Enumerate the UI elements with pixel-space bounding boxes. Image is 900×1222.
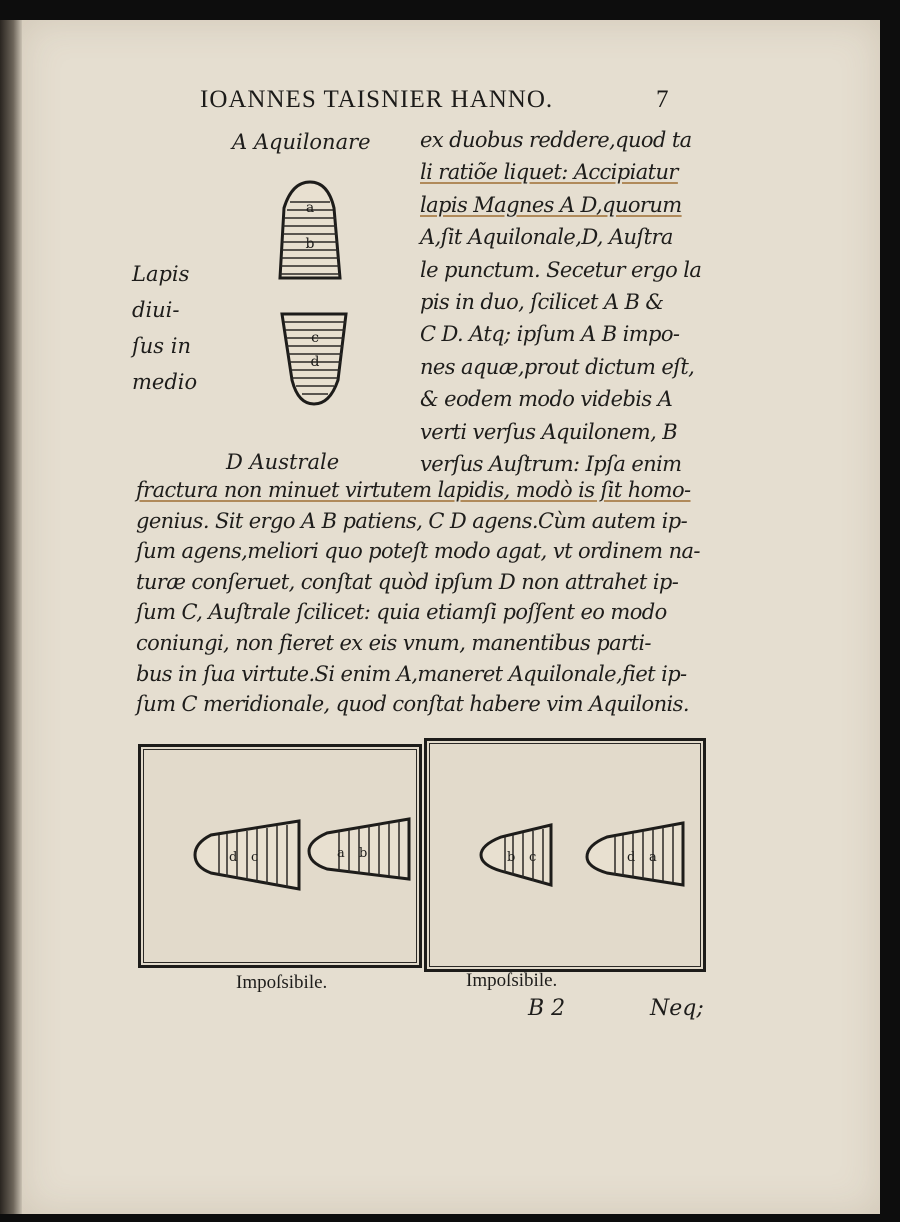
text-line: fractura non minuet virtutem lapidis, modò is ſit homo- [136, 478, 691, 502]
svg-text:d: d [310, 354, 320, 370]
book-gutter [0, 20, 22, 1214]
margin-note-line: medio [132, 370, 198, 394]
woodcut-right-stones [427, 741, 703, 969]
stone-letter: b [359, 846, 368, 861]
page-number: 7 [656, 86, 670, 113]
svg-text:b: b [305, 236, 315, 252]
margin-note-line: Lapis [132, 262, 190, 286]
text-line: li ratiõe liquet: Accipiatur [420, 160, 678, 185]
svg-text:c: c [311, 330, 319, 346]
stone-letter: c [251, 850, 259, 865]
running-header [200, 86, 700, 120]
text-line: ſum agens,meliori quo poteſt modo agat, vt ordinem na- [136, 539, 700, 564]
margin-note-line: diui- [132, 298, 180, 322]
text-line: ſum C meridionale, quod conſtat habere vim Aquilonis. [136, 692, 689, 717]
text-line: lapis Magnes A D,quorum [420, 192, 682, 217]
woodcut-left [138, 744, 422, 968]
stone-letter: c [529, 850, 537, 865]
text-line: bus in ſua virtute.Si enim A,maneret Aquilonale,fiet ip- [136, 661, 687, 686]
text-line: verti verſus Aquilonem, B [420, 419, 678, 444]
catchword: Neq; [650, 996, 704, 1021]
text-line: ſum C, Auſtrale ſcilicet: quia etiamſi poſſent eo modo [136, 600, 667, 625]
text-line: nes aquæ,prout dictum eſt, [420, 354, 695, 379]
text-line: turæ conſeruet, conſtat quòd ipſum D non attrahet ip- [136, 569, 679, 594]
text-line: & eodem modo videbis A [420, 387, 673, 412]
stone-letter: d [229, 850, 238, 865]
margin-note-line: ſus in [132, 334, 191, 358]
text-line: ex duobus reddere,quod ta [420, 128, 692, 152]
woodcut-right [424, 738, 706, 972]
text-line: genius. Sit ergo A B patiens, C D agens.Cùm autem ip- [136, 508, 688, 533]
stone-letter: d [627, 850, 636, 865]
stone-letter: a [337, 846, 345, 861]
text-line: C D. Atq; ipſum A B impo- [420, 322, 680, 347]
figure-label-aquilonare: A Aquilonare [232, 130, 371, 154]
woodcut-left-stones [141, 747, 419, 965]
text-line: pis in duo, ſcilicet A B & [420, 290, 664, 315]
svg-text:a: a [305, 200, 315, 216]
figure-label-australe: D Australe [226, 450, 340, 474]
text-line: coniungi, non fieret ex eis vnum, manentibus parti- [136, 630, 651, 655]
margin-note [132, 256, 197, 400]
woodcut-right-caption: Impoſsibile. [466, 970, 558, 991]
right-column-text [420, 124, 720, 480]
text-line: A,ſit Aquilonale,D, Auſtra [420, 225, 673, 250]
body-text [136, 475, 736, 720]
text-line: le punctum. Secetur ergo la [420, 257, 702, 282]
stone-letter: b [507, 850, 516, 865]
running-title: IOANNES TAISNIER HANNO. [200, 86, 554, 113]
signature-mark: B 2 [528, 996, 566, 1021]
woodcut-left-caption: Impoſsibile. [236, 972, 328, 993]
stone-letter: a [649, 850, 657, 865]
stone-upper-figure [270, 178, 350, 286]
stone-lower-figure [276, 308, 354, 408]
text-line: verſus Auſtrum: Ipſa enim [420, 452, 682, 477]
